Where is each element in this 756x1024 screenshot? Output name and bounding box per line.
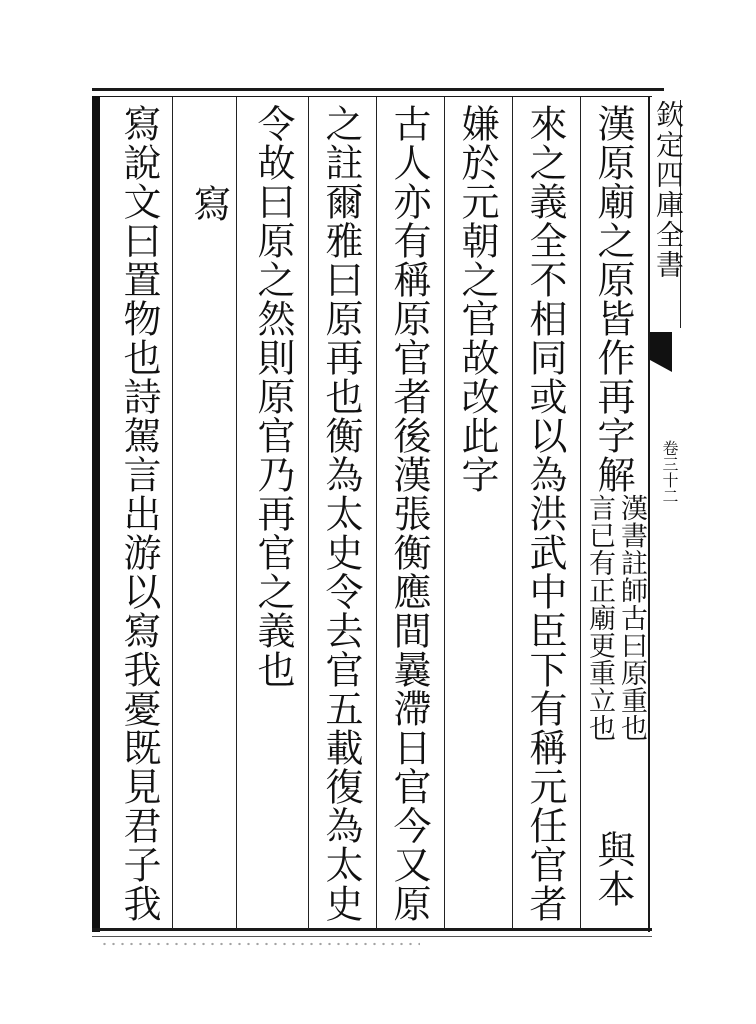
frame-left-rule [92, 96, 100, 932]
annotation-line-a: 漢書註師古曰原重也 [616, 494, 647, 742]
text-column-3: 嫌於元朝之官故改此字 [455, 104, 499, 494]
text-column-4: 古人亦有稱原官者後漢張衡應間曩滯日官今又原 [387, 104, 431, 923]
bottom-edge-specks [100, 940, 420, 948]
annotation-line-b: 言已有正廟更重立也 [584, 494, 615, 742]
margin-book-title: 欽定四庫全書 [652, 100, 685, 280]
frame-top-rule [92, 88, 664, 91]
frame-bottom-rule [92, 928, 652, 931]
column-divider [376, 97, 377, 929]
frame-top-inner-rule [92, 96, 652, 97]
text-column-2: 來之義全不相同或以為洪武中臣下有稱元任官者 [523, 104, 567, 923]
text-column-1: 漢原廟之原皆作再字解 [591, 104, 635, 494]
column-divider [308, 97, 309, 929]
margin-volume-number: 卷三十二 [660, 440, 679, 504]
entry-heading: 寫 [187, 184, 231, 223]
fish-tail-mark [650, 332, 672, 372]
text-column-7: 寫說文曰置物也詩駕言出游以寫我憂既見君子我 [117, 104, 161, 923]
column-divider [236, 97, 237, 929]
column-divider [172, 97, 173, 929]
text-column-6: 令故曰原之然則原官乃再官之義也 [251, 104, 295, 689]
column-divider [512, 97, 513, 929]
column-divider [444, 97, 445, 929]
text-column-1-tail: 與本 [591, 830, 635, 908]
text-column-5: 之註爾雅曰原再也衡為太史令去官五載復為太史 [319, 104, 363, 923]
column-divider [580, 97, 581, 929]
frame-bottom-inner-rule [92, 936, 652, 937]
